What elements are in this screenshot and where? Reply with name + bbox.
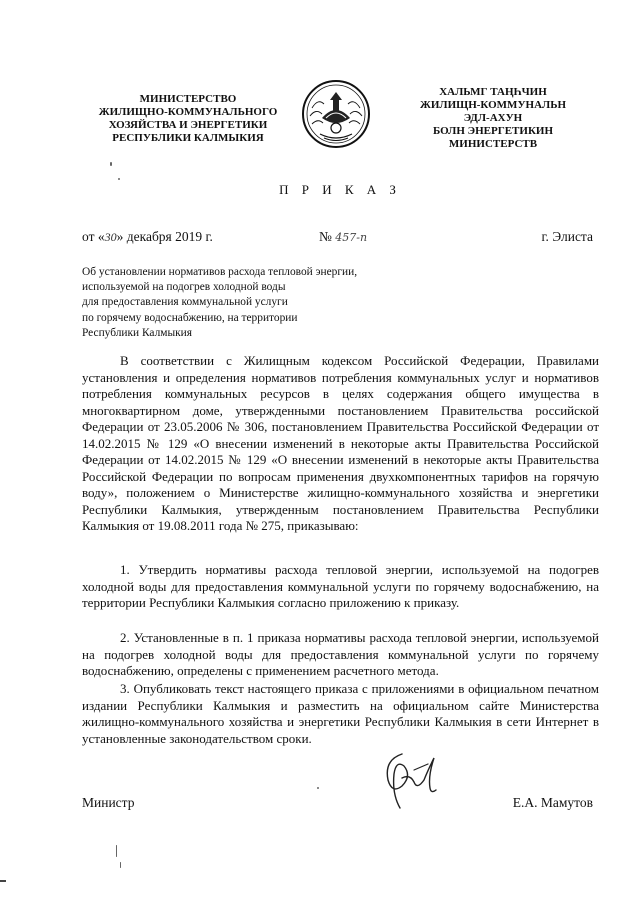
subject-line: Республики Калмыкия (82, 326, 193, 339)
signer-name: Е.А. Мамутов (512, 795, 593, 810)
ministry-name-russian (88, 93, 288, 145)
header-left-line: ХОЗЯЙСТВА И ЭНЕРГЕТИКИ (108, 119, 268, 131)
subject-line: по горячему водоснабжению, на территории (82, 311, 298, 324)
header-right-line: МИНИСТЕРСТВ (448, 138, 538, 150)
header-right-line: ЖИЛИЩН-КОММУНАЛЬН (419, 99, 567, 111)
handwritten-signature-icon (372, 748, 444, 812)
date-suffix: » декабря 2019 г. (116, 229, 213, 244)
item-3-paragraph: 3. Опубликовать текст настоящего приказа с приложениями в официальном печатном издании Республики Калмыкия и разместить на официальном сайте Министерства жилищно-коммунального хозяйства и энергетики Республики Калмыкия в сети Интернет в установленные законодательством сроки. (82, 681, 599, 746)
header-left-line: ЖИЛИЩНО-КОММУНАЛЬНОГО (98, 106, 278, 118)
ministry-name-kalmyk (408, 86, 578, 151)
item-2-paragraph: 2. Установленные в п. 1 приказа нормативы расхода тепловой энергии, используемой на подогрев холодной воды для предоставления коммунальной услуги по горячему водоснабжению, определены с применением расчетного метода. (82, 630, 599, 678)
intro-paragraph: В соответствии с Жилищным кодексом Российской Федерации, Правилами установления и определения нормативов потребления коммунальных услуг и нормативов потребления коммунальных ресурсов в целях содержания общего имущества в многоквартирном доме, утвержденными постановлением Правительства российской Федерации от 23.05.2006 № 306, постановлением Правительства Российской Федерации от 14.02.2015 № 129 «О внесении изменений в некоторые акты Правительства Российской Федерации от 14.02.2015 № 129 «О внесении изменений в некоторые акты Правительства Российской Федерации по вопросам применения двухкомпонентных тарифов на горячую воду», положением о Министерстве жилищно-коммунального хозяйства и энергетики Республики Калмыкия, утвержденным постановлением Правительства Республики Калмыкия от 19.08.2011 года № 275, приказываю: (82, 353, 599, 533)
order-subject (82, 265, 422, 341)
subject-line: для предоставления коммунальной услуги (82, 296, 288, 309)
scan-speck (317, 787, 319, 789)
city: г. Элиста (541, 229, 593, 244)
item-1-paragraph: 1. Утвердить нормативы расхода тепловой энергии, используемой на подогрев холодной воды для предоставления коммунальной услуги по горячему водоснабжению, на территории Республики Калмыкия согласно приложению к приказу. (82, 562, 599, 610)
date-prefix: от « (82, 229, 105, 244)
header-right-line: БОЛН ЭНЕРГЕТИКИН (432, 125, 554, 137)
header-left-line: МИНИСТЕРСТВО (139, 93, 237, 105)
scan-speck (120, 862, 121, 868)
scan-speck (116, 845, 117, 857)
subject-line: Об установлении нормативов расхода тепловой энергии, (82, 266, 358, 278)
order-number (319, 229, 367, 245)
header-left-line: РЕСПУБЛИКИ КАЛМЫКИЯ (112, 132, 264, 144)
number-label: № (319, 229, 332, 244)
header-right-line: ЭДЛ-АХУН (463, 112, 523, 124)
subject-line: используемой на подогрев холодной воды (82, 281, 286, 294)
handwritten-day: 30 (104, 230, 117, 244)
scan-edge-mark (0, 880, 6, 882)
scan-speck (110, 162, 112, 166)
header-right-line: ХАЛЬМГ ТАҢҺЧИН (439, 86, 547, 98)
document-title: П Р И К А З (279, 182, 401, 197)
signer-role: Министр (82, 795, 135, 810)
handwritten-number: 457-п (335, 231, 368, 244)
order-date (82, 229, 213, 245)
scan-speck (118, 178, 120, 180)
coat-of-arms-emblem-icon (300, 78, 372, 150)
